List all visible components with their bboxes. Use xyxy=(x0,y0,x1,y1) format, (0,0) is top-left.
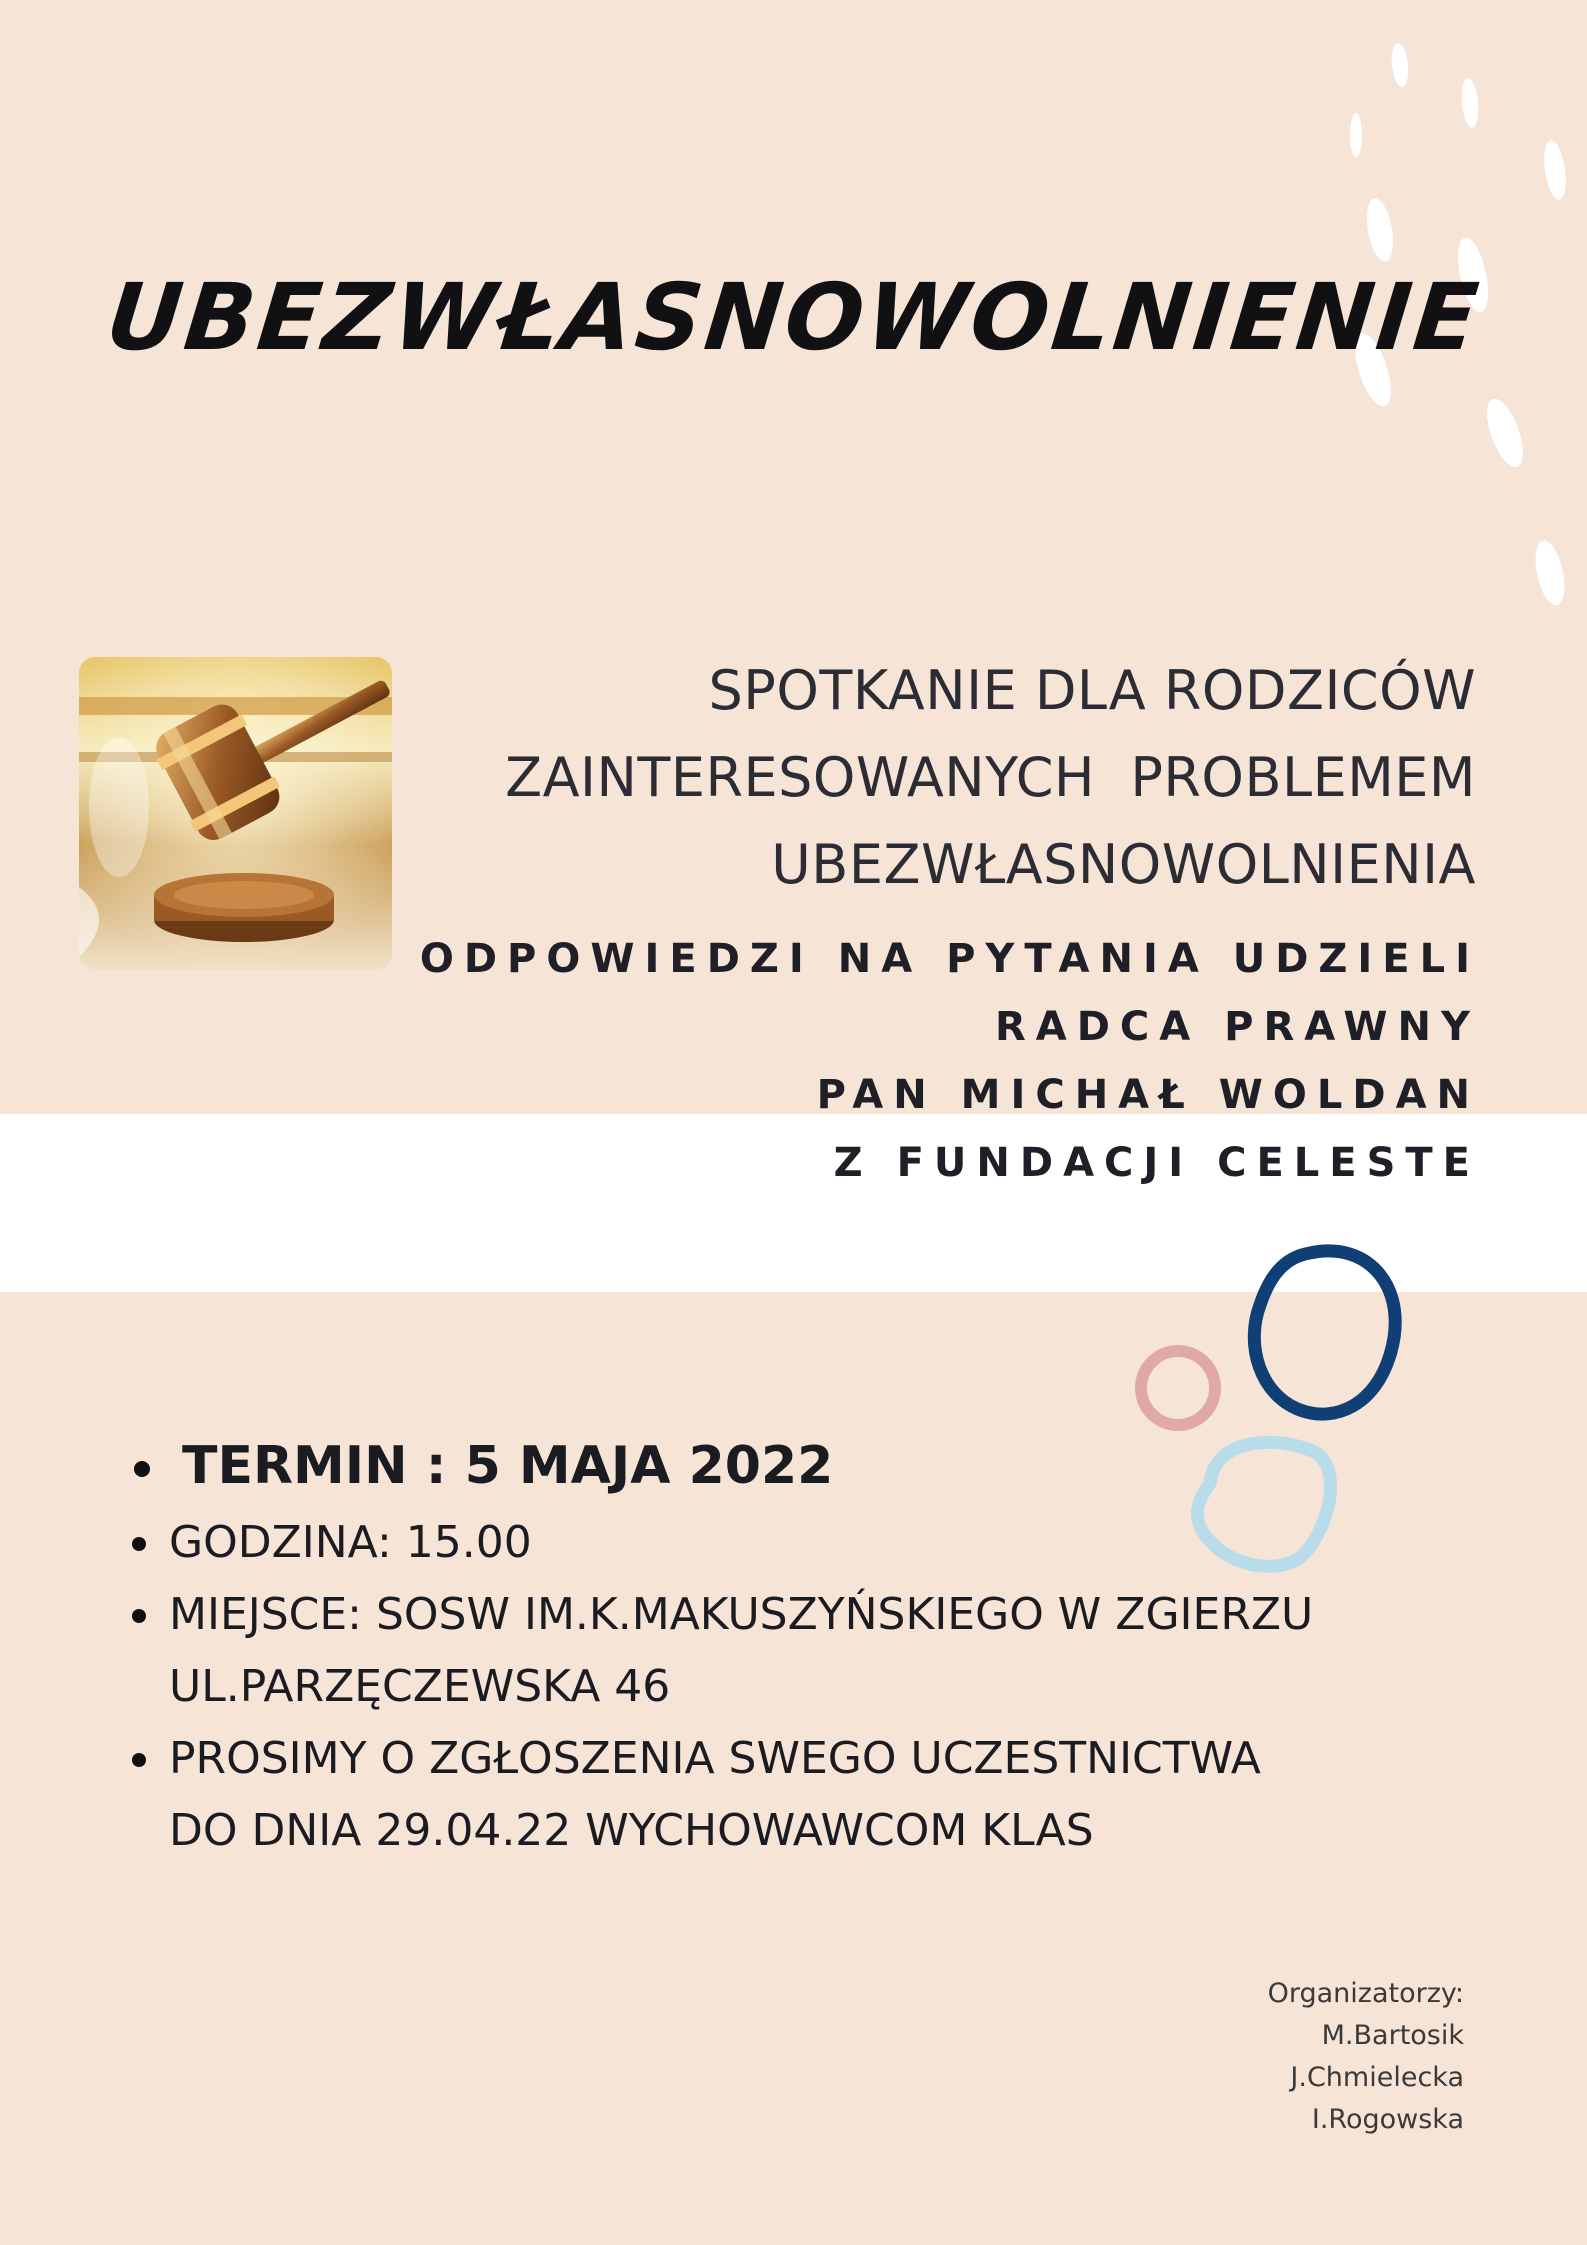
organizers xyxy=(1268,1973,1464,2141)
place-row xyxy=(124,1579,1424,1723)
event-details xyxy=(124,1425,1424,1867)
organizer-name: J.Chmielecka xyxy=(1290,2062,1464,2093)
bullet-icon xyxy=(134,1461,150,1477)
page-title: UBEZWŁASNOWOLNIENIE xyxy=(101,264,1486,371)
event-place: MIEJSCE: SOSW IM.K.MAKUSZYŃSKIEGO W ZGIERZU xyxy=(169,1589,1314,1640)
registration-text: PROSIMY O ZGŁOSZENIA SWEGO UCZESTNICTWA xyxy=(169,1733,1261,1784)
registration-deadline: DO DNIA 29.04.22 WYCHOWAWCOM KLAS xyxy=(169,1805,1094,1856)
speaker-line: ODPOWIEDZI NA PYTANIA UDZIELI xyxy=(419,936,1480,982)
subtitle-line: UBEZWŁASNOWOLNIENIA xyxy=(771,833,1476,896)
event-date: TERMIN : 5 MAJA 2022 xyxy=(182,1436,834,1496)
time-row xyxy=(124,1507,1424,1579)
date-row xyxy=(124,1425,1424,1507)
speaker-line: RADCA PRAWNY xyxy=(994,1004,1480,1050)
subtitle-line: SPOTKANIE DLA RODZICÓW xyxy=(708,659,1476,722)
organizer-name: I.Rogowska xyxy=(1311,2104,1464,2135)
subtitle-line: ZAINTERESOWANYCH PROBLEMEM xyxy=(505,746,1476,809)
navy-ring-shape xyxy=(1254,1251,1395,1414)
subtitle xyxy=(505,647,1476,908)
event-time: GODZINA: 15.00 xyxy=(169,1517,532,1568)
gavel-icon xyxy=(79,657,392,970)
speaker-line: Z FUNDACJI CELESTE xyxy=(833,1140,1480,1186)
organizers-label: Organizatorzy: xyxy=(1267,1978,1464,2009)
gavel-photo xyxy=(79,657,392,970)
bullet-icon xyxy=(132,1537,146,1551)
speaker-info xyxy=(420,925,1480,1197)
event-address: UL.PARZĘCZEWSKA 46 xyxy=(169,1661,671,1712)
registration-row xyxy=(124,1723,1424,1867)
pink-ring-shape xyxy=(1141,1351,1215,1425)
bullet-icon xyxy=(132,1609,146,1623)
organizer-name: M.Bartosik xyxy=(1321,2020,1464,2051)
speaker-line: PAN MICHAŁ WOLDAN xyxy=(816,1072,1480,1118)
bullet-icon xyxy=(132,1753,146,1767)
